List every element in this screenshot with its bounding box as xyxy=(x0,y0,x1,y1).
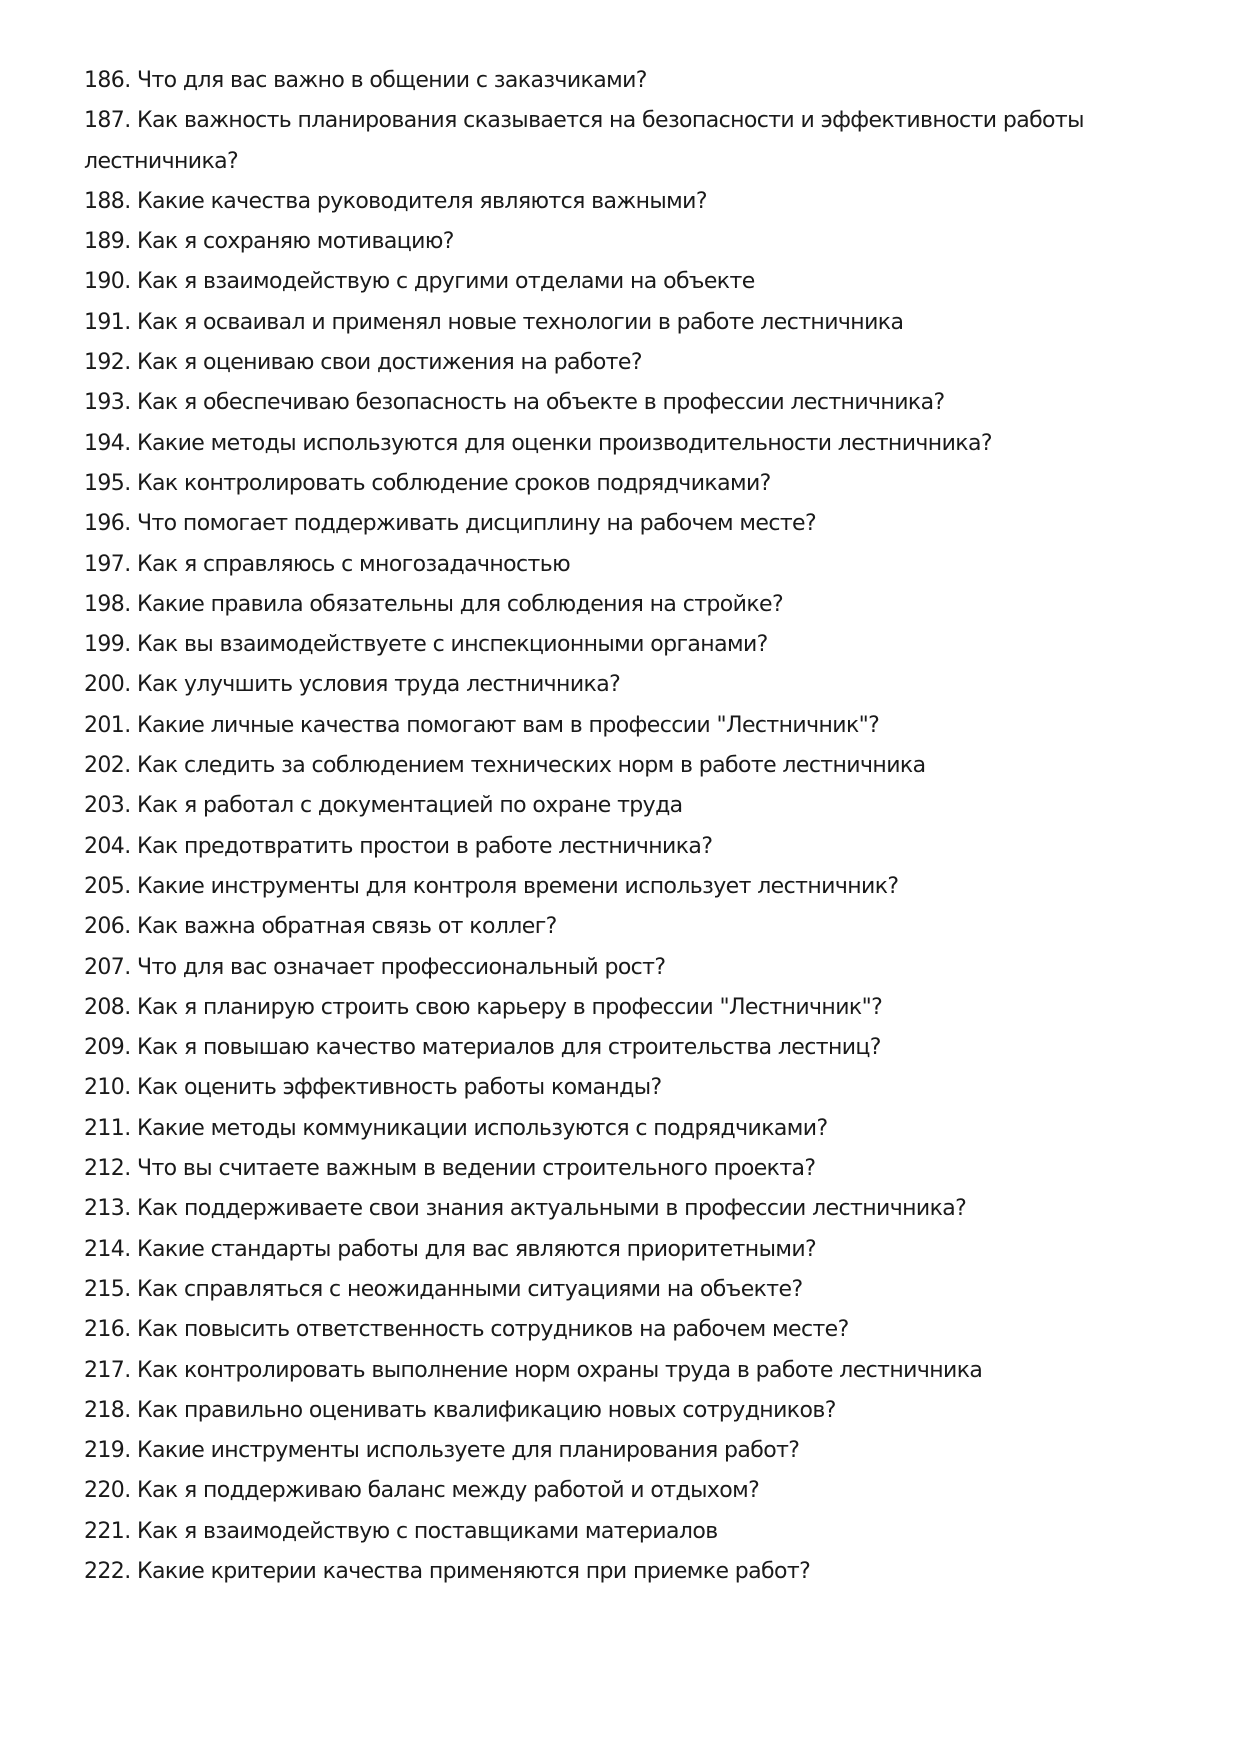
question-item: 210. Как оценить эффективность работы команды? xyxy=(84,1075,662,1101)
question-item: 206. Как важна обратная связь от коллег? xyxy=(84,914,557,940)
question-item: 186. Что для вас важно в общении с заказчиками? xyxy=(84,68,647,93)
question-item: 203. Как я работал с документацией по охране труда xyxy=(84,793,683,819)
question-item: 213. Как поддерживаете свои знания актуальными в профессии лестничника? xyxy=(84,1196,967,1222)
question-item: 198. Какие правила обязательны для соблюдения на стройке? xyxy=(84,591,784,617)
question-item: 204. Как предотвратить простои в работе лестничника? xyxy=(84,833,713,859)
question-item: 218. Как правильно оценивать квалификацию новых сотрудников? xyxy=(84,1397,836,1423)
question-item: 202. Как следить за соблюдением технических норм в работе лестничника xyxy=(84,753,926,779)
question-item: 219. Какие инструменты используете для планирования работ? xyxy=(84,1438,800,1464)
question-item: 208. Как я планирую строить свою карьеру в профессии "Лестничник"? xyxy=(84,994,883,1020)
question-item: 187. Как важность планирования сказывается на безопасности и эффективности работы лестничника? xyxy=(84,108,1084,174)
question-item: 192. Как я оцениваю свои достижения на работе? xyxy=(84,350,642,376)
question-item: 214. Какие стандарты работы для вас являются приоритетными? xyxy=(84,1236,817,1262)
question-item: 220. Как я поддерживаю баланс между работой и отдыхом? xyxy=(84,1478,760,1504)
question-item: 199. Как вы взаимодействуете с инспекционными органами? xyxy=(84,632,768,658)
question-item: 212. Что вы считаете важным в ведении строительного проекта? xyxy=(84,1156,816,1182)
question-item: 215. Как справляться с неожиданными ситуациями на объекте? xyxy=(84,1276,803,1302)
question-item: 188. Какие качества руководителя являются важными? xyxy=(84,188,707,214)
question-item: 207. Что для вас означает профессиональный рост? xyxy=(84,954,666,980)
question-item: 196. Что помогает поддерживать дисциплину на рабочем месте? xyxy=(84,511,817,537)
question-item: 205. Какие инструменты для контроля времени использует лестничник? xyxy=(84,873,899,899)
question-item: 194. Какие методы используются для оценки производительности лестничника? xyxy=(84,430,992,456)
question-item: 193. Как я обеспечиваю безопасность на объекте в профессии лестничника? xyxy=(84,390,945,416)
question-item: 201. Какие личные качества помогают вам в профессии "Лестничник"? xyxy=(84,712,880,738)
question-item: 189. Как я сохраняю мотивацию? xyxy=(84,229,454,255)
question-item: 217. Как контролировать выполнение норм охраны труда в работе лестничника xyxy=(84,1357,983,1383)
question-item: 195. Как контролировать соблюдение сроков подрядчиками? xyxy=(84,470,771,496)
question-item: 191. Как я осваивал и применял новые технологии в работе лестничника xyxy=(84,309,904,335)
question-item: 209. Как я повышаю качество материалов для строительства лестниц? xyxy=(84,1035,881,1061)
question-item: 222. Какие критерии качества применяются при приемке работ? xyxy=(84,1558,811,1584)
question-item: 211. Какие методы коммуникации используются с подрядчиками? xyxy=(84,1115,828,1141)
question-item: 221. Как я взаимодействую с поставщиками материалов xyxy=(84,1518,718,1544)
question-item: 200. Как улучшить условия труда лестничника? xyxy=(84,672,621,698)
question-list xyxy=(84,61,1144,1592)
question-item: 216. Как повысить ответственность сотрудников на рабочем месте? xyxy=(84,1317,849,1343)
question-item: 190. Как я взаимодействую с другими отделами на объекте xyxy=(84,269,755,295)
question-item: 197. Как я справляюсь с многозадачностью xyxy=(84,551,571,577)
